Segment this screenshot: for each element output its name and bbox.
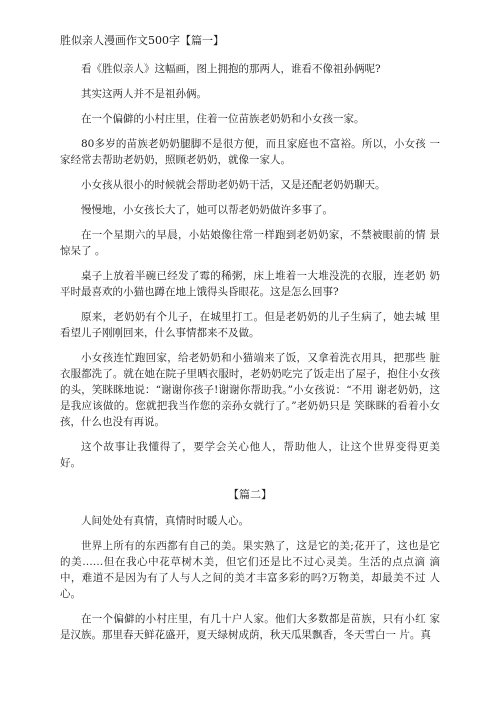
paragraph: 慢慢地，小女孩长大了，她可以帮老奶奶做许多事了。: [81, 204, 333, 216]
paragraph: 小女孩连忙跑回家，给老奶奶和小猫端来了饭，又拿着洗衣用具，把那些 脏衣服都洗了。就在她在院子里晒衣服时，老奶奶吃完了饭走出了屋子，抱住小女孩的头，笑眯眯地说：“谢谢你孩子!谢谢你帮助我。”小女孩说：“不用 谢老奶奶，这是我应该做的。您就把我当作您的亲孙女就行了。”老奶奶只是 笑眯眯的看着小女孩，什么也没有再说。: [60, 352, 440, 428]
paragraph: 人间处处有真情，真情时时暖人心。: [81, 515, 249, 527]
paragraph: 80多岁的苗族老奶奶腿脚不是很方便，而且家庭也不富裕。所以，小女孩 一家经常去帮助老奶奶，照顾老奶奶，就像一家人。: [60, 138, 440, 166]
paragraph: 世界上所有的东西都有自己的美。果实熟了，这是它的美;花开了，这也是它的美……但在我心中花草树木美，但它们还是比不过心灵美。生活的点点滴 滴中，难道不是因为有了人与人之间的美才丰富多彩的吗?万物美，却最美不过 人心。: [60, 540, 440, 600]
paragraph: 原来，老奶奶有个儿子，在城里打工。但是老奶奶的儿子生病了，她去城 里看望儿子刚刚回来，什么事情都来不及做。: [60, 311, 440, 339]
paragraph: 在一个星期六的早晨，小姑娘像往常一样跑到老奶奶家，不禁被眼前的情 景惊呆了 。: [60, 229, 440, 257]
paragraph: 其实这两人并不是祖孙俩。: [81, 88, 207, 100]
paragraph: 小女孩从很小的时候就会帮助老奶奶干活，又是还配老奶奶聊天。: [81, 179, 386, 191]
document-title: 胜似亲人漫画作文500字【篇一】: [60, 34, 224, 47]
paragraph: 在一个偏僻的小村庄里，有几十户人家。他们大多数都是苗族，只有小红 家是汉族。那里春天鲜花盛开，夏天绿树成荫，秋天瓜果飘香，冬天雪白一 片。真: [60, 613, 440, 641]
paragraph: 这个故事让我懂得了，要学会关心他人，帮助他人，让这个世界变得更美 好。: [60, 441, 440, 469]
paragraph: 在一个偏僻的小村庄里，住着一位苗族老奶奶和小女孩一家。: [81, 113, 365, 125]
paragraph: 看《胜似亲人》这幅画，图上拥抱的那两人，谁看不像祖孙俩呢?: [81, 63, 381, 75]
section-heading: 【篇二】: [228, 488, 272, 501]
paragraph: 桌子上放着半碗已经发了霉的稀粥，床上堆着一大堆没洗的衣服，连老奶 奶平时最喜欢的小猫也蹲在地上饿得头昏眼花。这是怎么回事?: [60, 270, 440, 298]
